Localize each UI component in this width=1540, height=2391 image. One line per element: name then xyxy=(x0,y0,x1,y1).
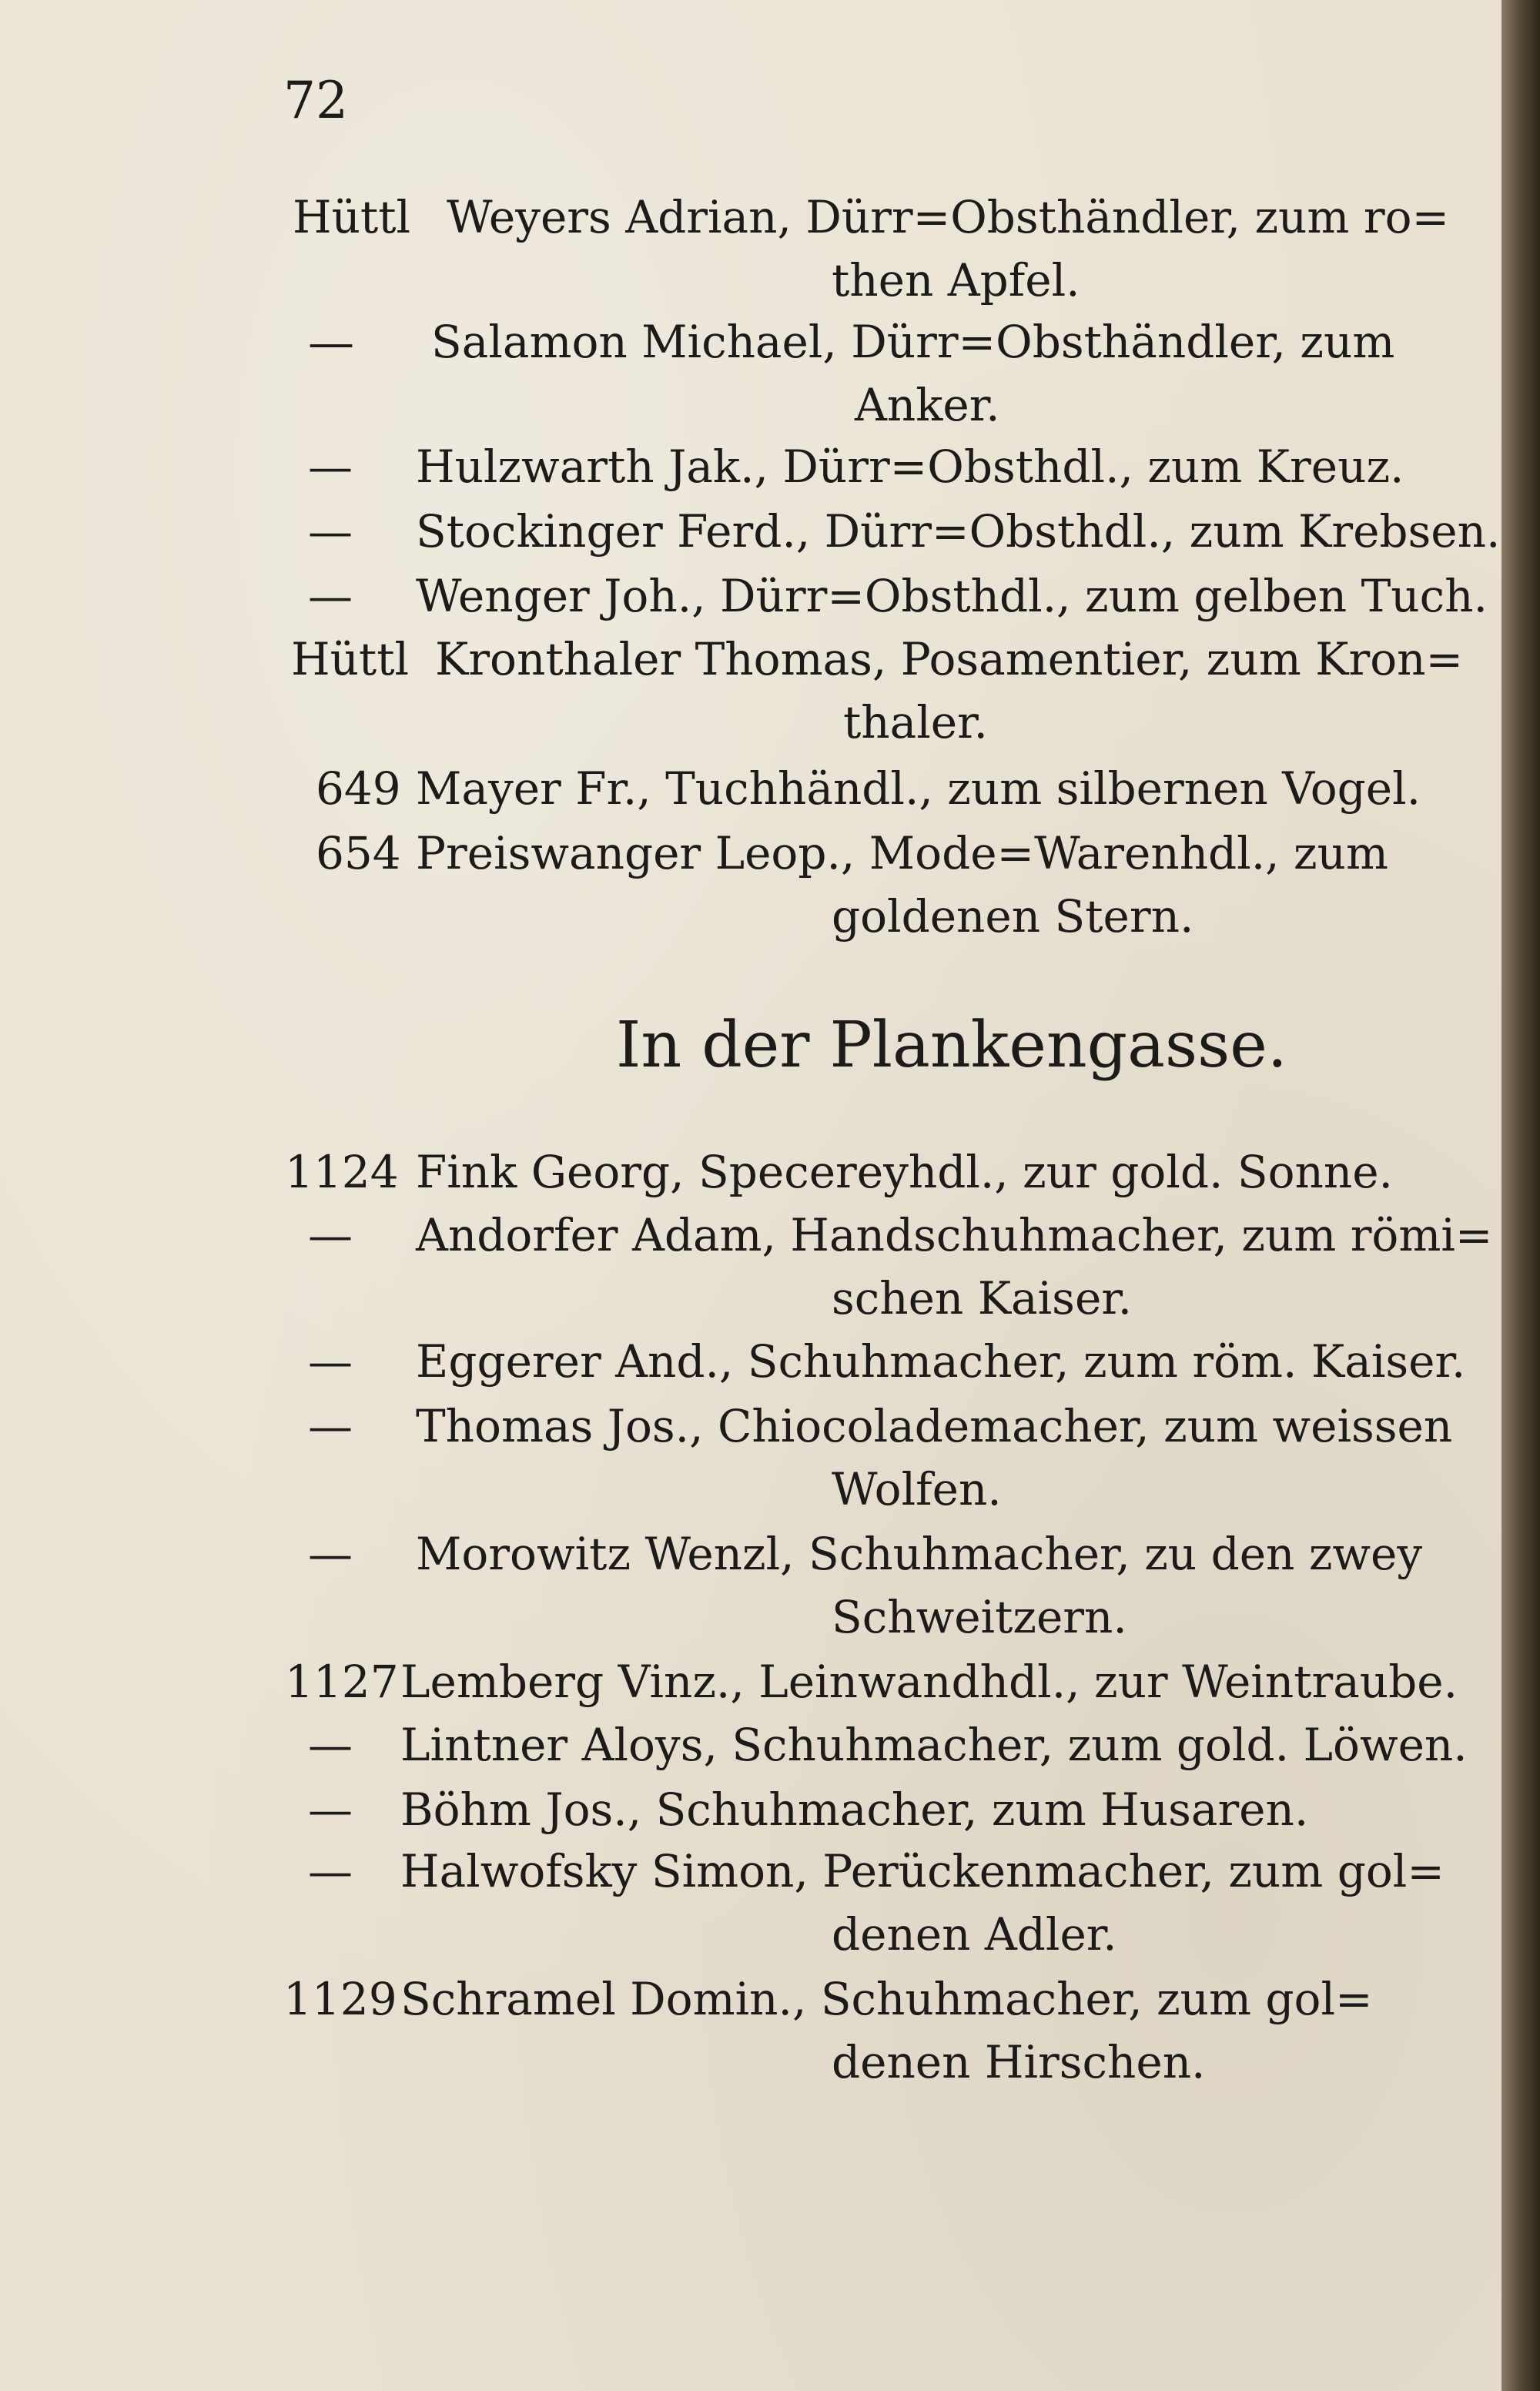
entry-number: — xyxy=(308,316,354,370)
entry-text: Halwofsky Simon, Perückenmacher, zum gol= xyxy=(400,1845,1445,1897)
entry-number: — xyxy=(308,1719,353,1771)
entry-number: 1129 xyxy=(283,1973,397,2025)
entry-text-continued: schen Kaiser. xyxy=(832,1272,1133,1324)
entry-text: Hulzwarth Jak., Dürr=Obsthdl., zum Kreuz. xyxy=(416,440,1404,493)
entry-number: 654 xyxy=(316,827,401,879)
entry-text-continued: denen Hirschen. xyxy=(832,2036,1206,2088)
entry-text-continued: Schweitzern. xyxy=(832,1591,1127,1643)
page-gutter-shadow xyxy=(1502,0,1540,2391)
section-heading: In der Plankengasse. xyxy=(616,1009,1287,1082)
entry-number: — xyxy=(308,440,353,493)
entry-number: Hüttl xyxy=(293,191,411,243)
entry-text: Thomas Jos., Chiocolademacher, zum weissen xyxy=(416,1400,1453,1452)
entry-number: — xyxy=(308,505,353,558)
entry-text-continued: Wolfen. xyxy=(832,1463,1002,1515)
entry-text: Wenger Joh., Dürr=Obsthdl., zum gelben Tuch. xyxy=(416,570,1488,622)
entry-number: — xyxy=(308,1335,353,1388)
entry-text: Morowitz Wenzl, Schuhmacher, zu den zwey xyxy=(416,1528,1423,1580)
entry-number: — xyxy=(308,570,353,622)
entry-number: — xyxy=(308,1845,353,1897)
entry-text: Schramel Domin., Schuhmacher, zum gol= xyxy=(400,1973,1373,2025)
entry-number: — xyxy=(308,1783,353,1836)
entry-number: 1127 xyxy=(285,1656,399,1708)
entry-text: Weyers Adrian, Dürr=Obsthändler, zum ro= xyxy=(447,191,1450,243)
entry-number: Hüttl xyxy=(291,633,410,685)
entry-text: Salamon Michael, Dürr=Obsthändler, zum xyxy=(431,316,1395,368)
entry-text: Eggerer And., Schuhmacher, zum röm. Kaiser. xyxy=(416,1335,1466,1388)
entry-text-continued: Anker. xyxy=(855,379,1000,431)
entry-text: Böhm Jos., Schuhmacher, zum Husaren. xyxy=(400,1783,1309,1836)
entry-text: Lemberg Vinz., Leinwandhdl., zur Weintraube. xyxy=(400,1656,1458,1708)
entry-number: — xyxy=(308,1528,353,1580)
entry-number: — xyxy=(308,1400,353,1452)
entry-text-continued: denen Adler. xyxy=(832,1908,1117,1961)
entry-number: 1124 xyxy=(285,1146,399,1198)
entry-number: — xyxy=(308,1209,353,1261)
entry-text: Preiswanger Leop., Mode=Warenhdl., zum xyxy=(416,827,1388,879)
entry-text: Fink Georg, Specereyhdl., zur gold. Sonne. xyxy=(416,1146,1393,1198)
entry-text: Lintner Aloys, Schuhmacher, zum gold. Löwen. xyxy=(400,1719,1468,1771)
entry-text: Andorfer Adam, Handschuhmacher, zum römi= xyxy=(416,1209,1493,1261)
entry-text-continued: thaler. xyxy=(843,696,988,748)
page-number: 72 xyxy=(283,71,348,130)
entry-number: 649 xyxy=(316,762,401,815)
entry-text: Stockinger Ferd., Dürr=Obsthdl., zum Krebsen. xyxy=(416,505,1501,558)
entry-text: Kronthaler Thomas, Posamentier, zum Kron= xyxy=(435,633,1464,685)
entry-text: Mayer Fr., Tuchhändl., zum silbernen Vogel. xyxy=(416,762,1421,815)
entry-text-continued: then Apfel. xyxy=(832,254,1080,306)
entry-text-continued: goldenen Stern. xyxy=(832,890,1194,943)
